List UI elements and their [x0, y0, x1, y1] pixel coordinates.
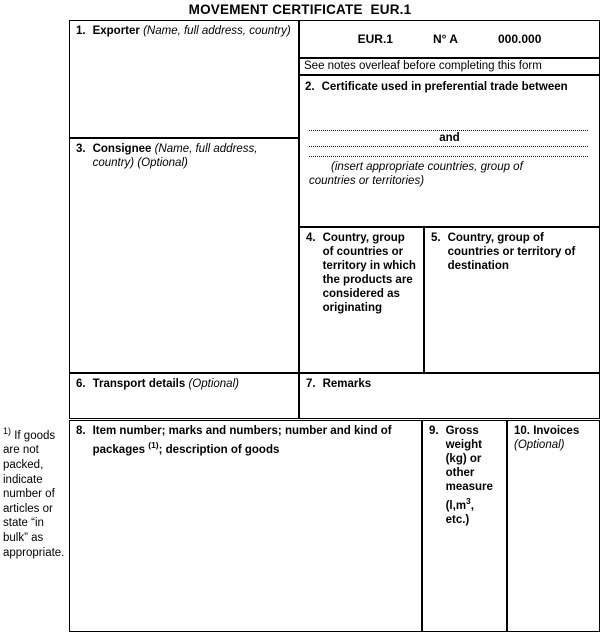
box9-label-line1: Gross	[445, 425, 479, 437]
box7-label: Remarks	[322, 378, 372, 390]
box1-hint: (Name, full address, country)	[143, 25, 291, 37]
field-box-4-country-of-origin[interactable]	[299, 227, 424, 373]
box4-label: Country, group of countries or territory in which the products are considered as originating	[322, 232, 416, 314]
box1-number: 1.	[76, 25, 86, 37]
field-box-1-exporter[interactable]	[69, 20, 299, 138]
box8-label-part1: Item number; marks and numbers; number and kind of packages	[92, 425, 392, 456]
field-box-10-invoices[interactable]	[507, 420, 600, 632]
box9-label	[446, 424, 501, 527]
box9-number: 9.	[429, 425, 439, 437]
box10-number: 10.	[514, 425, 530, 437]
box9-label-line7: etc.)	[445, 513, 470, 526]
box10-label: Invoices	[533, 425, 580, 437]
box2-label: Certificate used in preferential trade between	[321, 81, 568, 93]
field-box-2-preferential-trade[interactable]	[299, 75, 600, 227]
box9-label-line6-superscript: 3	[466, 496, 471, 506]
box2-insert-note-line1: (insert appropriate countries, group of	[331, 161, 523, 173]
certificate-serial-number: 000.000	[497, 32, 542, 46]
certificate-number-prefix: N° A	[432, 32, 458, 46]
footnote-marker: 1)	[3, 426, 12, 436]
box6-number: 6.	[76, 378, 86, 390]
box3-optional: (Optional)	[137, 157, 188, 169]
box8-label-part2: ; description of goods	[158, 443, 280, 456]
box8-number: 8.	[76, 425, 86, 437]
certificate-number-strip	[299, 20, 600, 58]
box2-insert-note	[305, 157, 594, 188]
box6-label: Transport details	[92, 378, 186, 390]
box2-and-label: and	[439, 132, 460, 144]
footnote-1	[3, 424, 65, 560]
box3-number: 3.	[76, 143, 86, 155]
box9-label-line2: weight	[445, 439, 483, 451]
box7-number: 7.	[306, 378, 316, 390]
field-box-5-country-of-destination[interactable]	[424, 227, 600, 373]
box4-number: 4.	[306, 232, 316, 244]
box8-label	[93, 424, 416, 457]
box9-label-line6-pre: (l,m	[445, 499, 467, 512]
box1-label: Exporter	[92, 25, 140, 37]
footnote-text: If goods are not packed, indicate number of articles or state “in bulk” as appropriate.	[3, 429, 65, 559]
box9-label-line5: measure	[445, 481, 493, 493]
box9-label-line6-post: ,	[470, 499, 474, 512]
box2-insert-note-line2: countries or territories)	[309, 175, 425, 187]
page-title: MOVEMENT CERTIFICATE EUR.1	[188, 2, 412, 17]
field-box-3-consignee[interactable]	[69, 138, 299, 373]
box9-label-line3: (kg) or	[445, 453, 482, 465]
box9-label-line4: other	[445, 467, 475, 479]
box10-optional: (Optional)	[514, 439, 565, 451]
box3-hint: (Name, full address, country)	[92, 143, 258, 169]
box8-footnote-marker: (1)	[148, 440, 159, 450]
field-box-8-description-of-goods[interactable]	[69, 420, 422, 632]
certificate-form-code: EUR.1	[357, 32, 393, 46]
box5-number: 5.	[431, 232, 441, 244]
see-notes-overleaf-strip	[299, 58, 600, 75]
box2-number: 2.	[305, 81, 315, 93]
box3-label: Consignee	[92, 143, 152, 155]
box5-label: Country, group of countries or territory of destination	[447, 232, 576, 272]
field-box-6-transport-details[interactable]	[69, 373, 299, 419]
see-notes-text: See notes overleaf before completing this form	[304, 60, 542, 72]
field-box-9-gross-weight[interactable]	[422, 420, 507, 632]
field-box-7-remarks[interactable]	[299, 373, 600, 419]
box6-optional: (Optional)	[188, 378, 239, 390]
